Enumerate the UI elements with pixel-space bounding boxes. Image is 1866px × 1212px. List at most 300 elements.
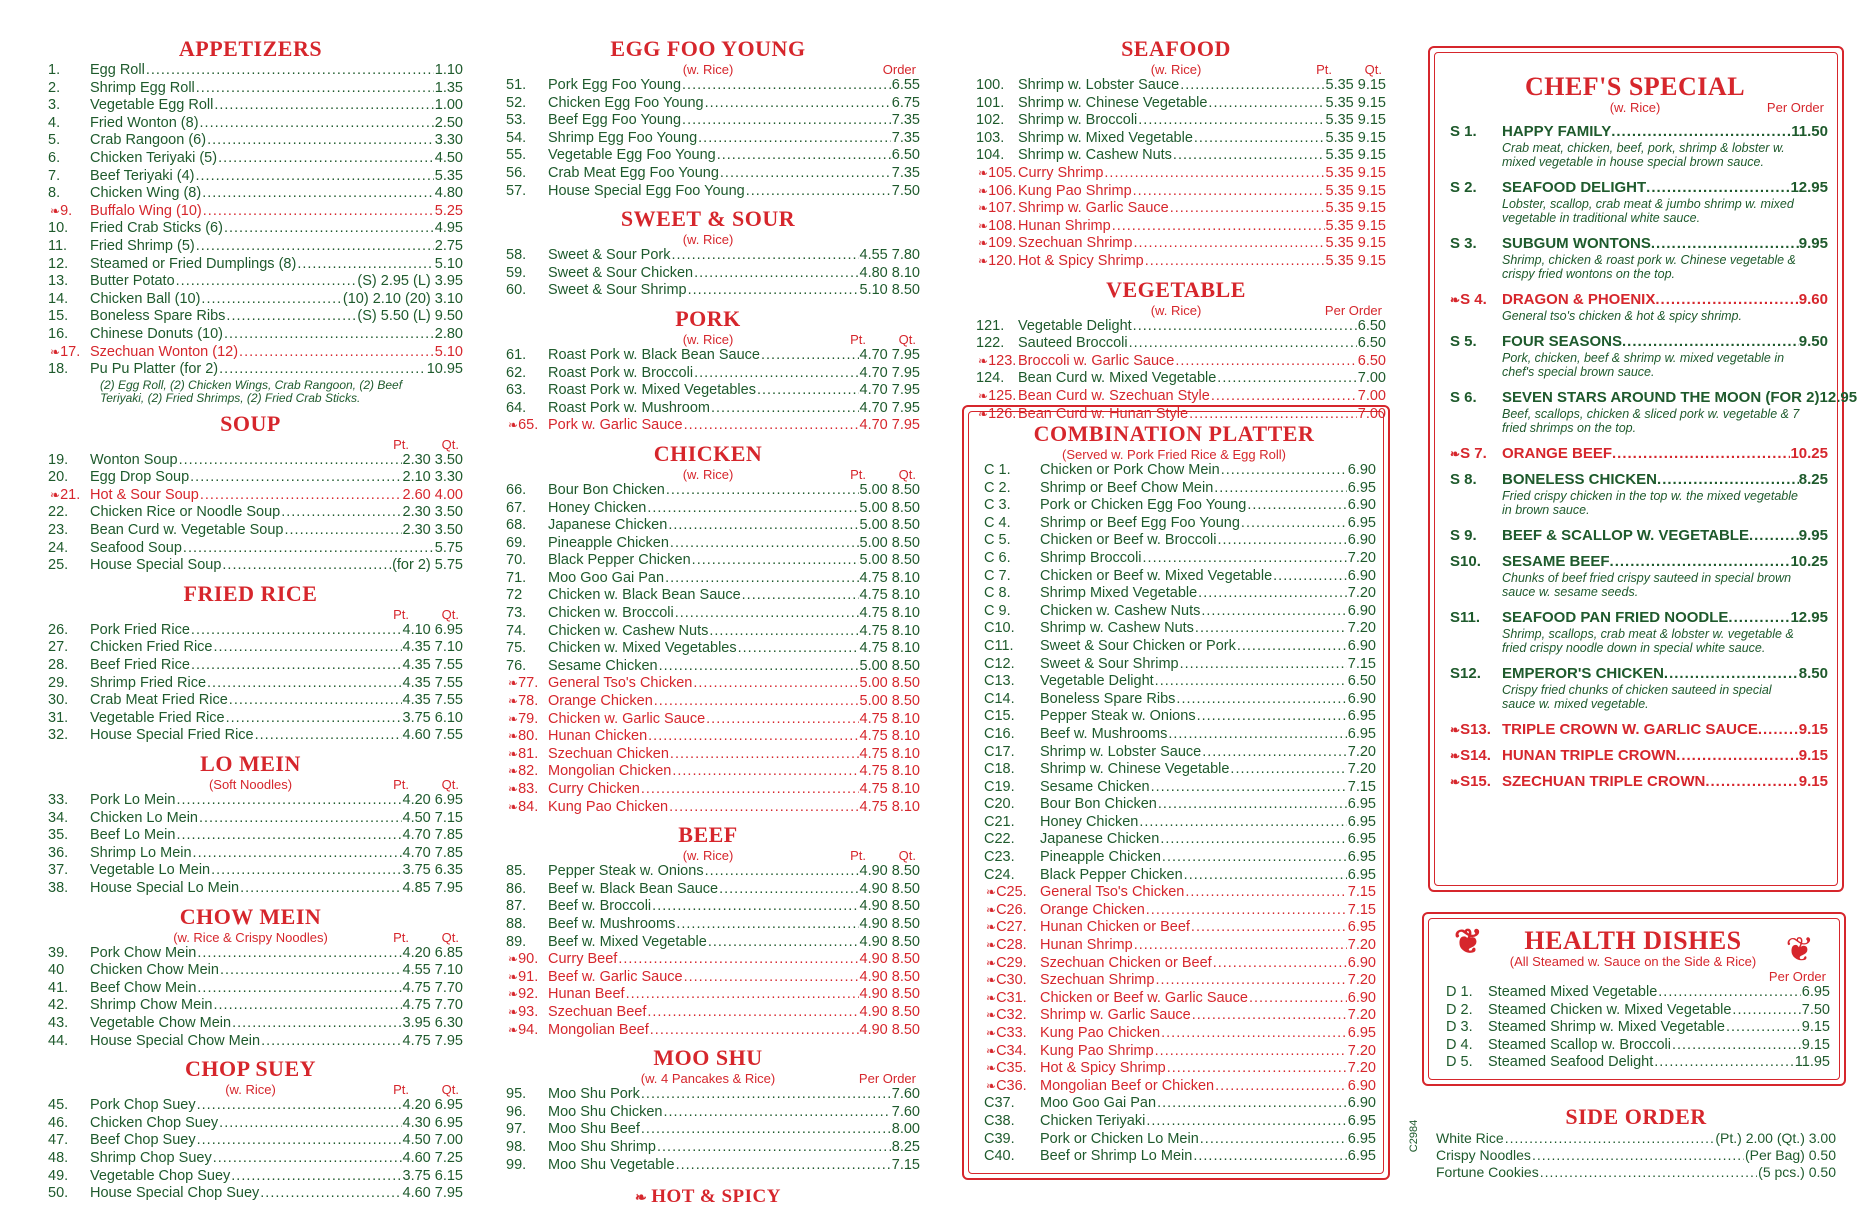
item-name: Bean Curd w. Hunan Style bbox=[1018, 405, 1189, 422]
item-price: 6.50 bbox=[1347, 673, 1376, 690]
item-price: 7.35 bbox=[891, 164, 920, 181]
leader-dots bbox=[219, 361, 426, 379]
menu-item bbox=[496, 482, 920, 500]
menu-item bbox=[38, 557, 463, 575]
leader-dots bbox=[1160, 831, 1346, 849]
item-name: Moo Shu Shrimp bbox=[548, 1138, 656, 1155]
item-name: Mongolian Beef bbox=[548, 1021, 649, 1038]
item-name: General Tso's Chicken bbox=[548, 675, 693, 692]
item-price: 4.60 7.25 bbox=[402, 1149, 463, 1166]
menu-item bbox=[496, 570, 920, 588]
special-description: Shrimp, chicken & roast pork w. Chinese vegetable & crispy fried wontons on the top. bbox=[1502, 253, 1796, 281]
item-name: Moo Goo Gai Pan bbox=[548, 569, 665, 586]
item-price: 6.95 bbox=[1347, 725, 1376, 742]
leader-dots bbox=[1676, 747, 1799, 765]
menu-item bbox=[496, 916, 920, 934]
leader-dots bbox=[1155, 1043, 1347, 1061]
item-name: Crab Meat Egg Foo Young bbox=[548, 164, 719, 181]
item-number: C22. bbox=[984, 831, 1015, 848]
item-number: 76. bbox=[506, 657, 527, 674]
item-price: 7.20 bbox=[1347, 1060, 1376, 1077]
special-item bbox=[1442, 123, 1828, 141]
item-name: Curry Shrimp bbox=[1018, 164, 1104, 181]
item-price: 7.20 bbox=[1347, 1007, 1376, 1024]
sweet-sour-list bbox=[496, 247, 920, 300]
item-name: Kung Pao Chicken bbox=[1040, 1025, 1161, 1041]
menu-item bbox=[966, 218, 1386, 236]
leader-dots bbox=[146, 62, 434, 80]
leader-dots bbox=[190, 469, 401, 487]
item-number: C24. bbox=[984, 866, 1015, 883]
special-number: S 3. bbox=[1450, 235, 1477, 252]
item-number: 53. bbox=[506, 112, 527, 129]
item-name: Chicken Teriyaki (5) bbox=[90, 149, 218, 166]
leader-dots bbox=[1610, 553, 1791, 571]
item-price: 4.50 7.00 bbox=[402, 1132, 463, 1149]
item-name: Pork w. Garlic Sauce bbox=[548, 417, 683, 434]
item-name: Szechuan Chicken or Beef bbox=[1040, 954, 1212, 971]
leader-dots bbox=[761, 347, 859, 365]
item-name: Chicken Ball (10) bbox=[90, 290, 201, 307]
item-number: 2. bbox=[48, 79, 61, 96]
item-number: 44. bbox=[48, 1032, 69, 1049]
item-number: 18. bbox=[48, 361, 69, 378]
item-name: Shrimp w. Garlic Sauce bbox=[1040, 1007, 1191, 1024]
leader-dots bbox=[669, 799, 858, 817]
item-price: 3.30 bbox=[434, 132, 463, 149]
leader-dots bbox=[1162, 849, 1347, 867]
leader-dots bbox=[676, 916, 858, 934]
item-price: 7.50 bbox=[1801, 1001, 1830, 1018]
menu-item bbox=[38, 115, 463, 133]
menu-item bbox=[38, 827, 463, 845]
leader-dots bbox=[1129, 335, 1357, 353]
menu-item bbox=[966, 183, 1386, 201]
special-item bbox=[1442, 333, 1828, 351]
menu-item bbox=[38, 1132, 463, 1150]
leader-dots bbox=[706, 711, 858, 729]
item-name: Shrimp Egg Roll bbox=[90, 79, 195, 96]
item-name: Sweet & Sour Shrimp bbox=[1040, 655, 1179, 672]
menu-item bbox=[496, 640, 920, 658]
item-name: Sweet & Sour Pork bbox=[548, 247, 671, 264]
item-price: 5.35 9.15 bbox=[1325, 200, 1386, 217]
leader-dots bbox=[682, 77, 891, 95]
item-number: 58. bbox=[506, 247, 527, 264]
menu-item bbox=[38, 80, 463, 98]
item-price: (S) 5.50 (L) 9.50 bbox=[357, 308, 463, 325]
item-number: ❧C27. bbox=[986, 919, 1027, 936]
leader-dots bbox=[1180, 77, 1324, 95]
item-name: House Special Lo Mein bbox=[90, 879, 240, 896]
leader-dots bbox=[224, 326, 434, 344]
item-name: Shrimp Fried Rice bbox=[90, 674, 207, 691]
item-price: 5.35 bbox=[434, 167, 463, 184]
menu-item bbox=[966, 253, 1386, 271]
leader-dots bbox=[1726, 1019, 1801, 1037]
item-price: 5.35 9.15 bbox=[1325, 164, 1386, 181]
item-name: Roast Pork w. Mixed Vegetables bbox=[548, 382, 756, 399]
leader-dots bbox=[684, 417, 859, 435]
menu-item bbox=[38, 1168, 463, 1186]
menu-item bbox=[38, 997, 463, 1015]
item-price: 4.80 bbox=[434, 185, 463, 202]
item-number: 10. bbox=[48, 220, 69, 237]
leader-dots bbox=[231, 1168, 401, 1186]
special-item bbox=[1442, 235, 1828, 253]
item-number: 60. bbox=[506, 282, 527, 299]
leader-dots bbox=[675, 605, 859, 623]
item-number: 27. bbox=[48, 639, 69, 656]
chefs-special-title: CHEF'S SPECIAL bbox=[1524, 72, 1746, 101]
item-name: Vegetable Chow Mein bbox=[90, 1014, 232, 1031]
menu-item bbox=[972, 691, 1376, 709]
chop-suey-title: CHOP SUEY bbox=[184, 1056, 317, 1082]
item-price: 11.95 bbox=[1794, 1054, 1830, 1071]
item-number: 7. bbox=[48, 167, 61, 184]
menu-item bbox=[496, 1086, 920, 1104]
leader-dots bbox=[1104, 165, 1324, 183]
item-name: Shrimp or Beef Egg Foo Young bbox=[1040, 514, 1240, 531]
menu-item bbox=[38, 361, 463, 379]
leader-dots bbox=[1247, 497, 1346, 515]
item-price: 7.15 bbox=[1347, 884, 1376, 901]
menu-item bbox=[38, 522, 463, 540]
item-number: 41. bbox=[48, 979, 69, 996]
item-price: 6.95 bbox=[1801, 984, 1830, 1000]
item-price: 5.00 8.50 bbox=[859, 534, 920, 551]
chow-mein-list bbox=[38, 945, 463, 1051]
item-number: ❧21. bbox=[50, 486, 81, 503]
item-number: 15. bbox=[48, 308, 69, 325]
menu-item bbox=[966, 235, 1386, 253]
leader-dots bbox=[1241, 515, 1347, 533]
item-price: 7.15 bbox=[1347, 655, 1376, 672]
item-number: 99. bbox=[506, 1156, 527, 1173]
menu-item bbox=[1436, 1037, 1830, 1055]
leader-dots bbox=[711, 400, 859, 418]
menu-item bbox=[38, 220, 463, 238]
chop-suey-list bbox=[38, 1097, 463, 1203]
menu-item bbox=[966, 130, 1386, 148]
chili-pepper-icon: ❧ bbox=[986, 1008, 997, 1023]
item-name: Pork Chop Suey bbox=[90, 1097, 196, 1114]
leader-dots bbox=[176, 827, 401, 845]
item-name: Egg Roll bbox=[90, 62, 145, 78]
item-number: C13. bbox=[984, 673, 1015, 690]
menu-item bbox=[496, 658, 920, 676]
menu-item bbox=[972, 1131, 1376, 1149]
item-name: Shrimp w. Broccoli bbox=[1018, 112, 1138, 129]
item-name: Mongolian Beef or Chicken bbox=[1040, 1077, 1215, 1094]
item-name: Chicken or Beef w. Mixed Vegetable bbox=[1040, 567, 1273, 584]
menu-item bbox=[38, 308, 463, 326]
item-price: 4.90 8.50 bbox=[859, 915, 920, 932]
item-number: C 7. bbox=[984, 567, 1011, 584]
item-price: 6.95 bbox=[1347, 919, 1376, 936]
item-price: 7.60 bbox=[891, 1086, 920, 1103]
menu-item bbox=[38, 862, 463, 880]
special-number: ❧S 7. bbox=[1450, 445, 1487, 462]
special-price: 12.95 bbox=[1819, 389, 1858, 406]
item-price: 4.90 8.50 bbox=[859, 933, 920, 950]
special-item bbox=[1442, 721, 1828, 739]
item-name: Beef Lo Mein bbox=[90, 827, 176, 844]
chili-pepper-icon: ❧ bbox=[986, 955, 997, 970]
leader-dots bbox=[676, 1157, 891, 1175]
item-number: 48. bbox=[48, 1149, 69, 1166]
item-price: 6.90 bbox=[1347, 567, 1376, 584]
item-number: C37. bbox=[984, 1095, 1015, 1112]
item-number: 104. bbox=[976, 147, 1005, 164]
menu-item bbox=[496, 898, 920, 916]
menu-item bbox=[38, 344, 463, 362]
item-price: 4.20 6.95 bbox=[402, 792, 463, 808]
menu-item bbox=[38, 980, 463, 998]
item-name: Crab Meat Fried Rice bbox=[90, 692, 228, 709]
special-name: SEAFOOD DELIGHT bbox=[1502, 179, 1647, 196]
item-name: Shrimp w. Garlic Sauce bbox=[1018, 200, 1169, 217]
item-price: 7.20 bbox=[1347, 761, 1376, 778]
item-price: 4.70 7.95 bbox=[859, 346, 920, 363]
leader-dots bbox=[1214, 480, 1347, 498]
item-name: Boneless Spare Ribs bbox=[1040, 690, 1176, 707]
item-price: 7.35 bbox=[891, 112, 920, 129]
item-number: ❧107. bbox=[978, 200, 1017, 217]
item-number: C 9. bbox=[984, 602, 1011, 619]
menu-item bbox=[496, 500, 920, 518]
item-number: 49. bbox=[48, 1167, 69, 1184]
leader-dots bbox=[647, 1004, 858, 1022]
item-number: D 2. bbox=[1446, 1001, 1473, 1018]
leader-dots bbox=[1728, 609, 1790, 627]
special-price: 12.95 bbox=[1790, 179, 1828, 196]
leader-dots bbox=[672, 247, 859, 265]
special-number: S 5. bbox=[1450, 333, 1477, 350]
item-name: Roast Pork w. Broccoli bbox=[548, 364, 694, 381]
health-dishes-title: ❦ HEALTH DISHES bbox=[1454, 924, 1742, 961]
leader-dots bbox=[719, 881, 858, 899]
item-price: 6.90 bbox=[1347, 602, 1376, 619]
item-price: 4.75 7.70 bbox=[402, 979, 463, 996]
item-price: 4.50 bbox=[434, 149, 463, 166]
item-price: 4.90 8.50 bbox=[859, 986, 920, 1003]
item-number: 33. bbox=[48, 792, 69, 808]
item-number: D 3. bbox=[1446, 1019, 1473, 1036]
leader-dots bbox=[746, 183, 891, 201]
item-price: 6.95 bbox=[1347, 1148, 1376, 1165]
chili-pepper-icon: ❧ bbox=[978, 236, 989, 251]
item-price: 4.20 6.95 bbox=[402, 1097, 463, 1114]
menu-item bbox=[38, 1015, 463, 1033]
leader-dots bbox=[1198, 585, 1347, 603]
item-price: 5.00 8.50 bbox=[859, 552, 920, 569]
item-name: Shrimp w. Lobster Sauce bbox=[1018, 77, 1180, 93]
item-name: Chicken w. Black Bean Sauce bbox=[548, 587, 741, 604]
special-item bbox=[1442, 553, 1828, 571]
menu-item bbox=[38, 1185, 463, 1203]
special-number: S 9. bbox=[1450, 527, 1477, 544]
leader-dots bbox=[191, 657, 402, 675]
item-number: ❧C26. bbox=[986, 901, 1027, 918]
item-number: ❧93. bbox=[508, 1003, 539, 1020]
leader-dots bbox=[626, 986, 859, 1004]
menu-item bbox=[38, 97, 463, 115]
item-name: Moo Shu Pork bbox=[548, 1086, 640, 1103]
pork-title: PORK bbox=[675, 305, 741, 331]
item-name: Pork Lo Mein bbox=[90, 792, 176, 808]
chili-pepper-icon: ❧ bbox=[986, 1078, 997, 1093]
pu-pu-note: (2) Egg Roll, (2) Chicken Wings, Crab Rangoon, (2) Beef Teriyaki, (2) Fried Shrimps, (2) Fried Crab Sticks. bbox=[100, 377, 403, 405]
item-name: Chicken or Beef w. Garlic Sauce bbox=[1040, 989, 1248, 1006]
item-number: ❧123. bbox=[978, 352, 1017, 369]
item-name: Chicken Wing (8) bbox=[90, 185, 202, 202]
leader-dots bbox=[179, 452, 402, 470]
item-number: 95. bbox=[506, 1086, 527, 1103]
menu-item bbox=[972, 1148, 1376, 1166]
item-number: 96. bbox=[506, 1103, 527, 1120]
leader-dots bbox=[213, 1150, 402, 1168]
leader-dots bbox=[218, 150, 434, 168]
item-price: 5.00 8.50 bbox=[859, 481, 920, 498]
menu-item bbox=[38, 540, 463, 558]
special-number: S 2. bbox=[1450, 179, 1477, 196]
leader-dots bbox=[197, 980, 401, 998]
item-name: Moo Goo Gai Pan bbox=[1040, 1095, 1157, 1112]
item-price: 4.90 8.50 bbox=[859, 880, 920, 897]
item-name: Shrimp Chop Suey bbox=[90, 1149, 212, 1166]
leader-dots bbox=[682, 112, 891, 130]
item-number: ❧17. bbox=[50, 343, 81, 360]
chili-pepper-icon: ❧ bbox=[986, 973, 997, 988]
item-number: ❧94. bbox=[508, 1021, 539, 1038]
special-number: ❧S14. bbox=[1450, 747, 1491, 764]
leader-dots bbox=[650, 1022, 859, 1040]
item-price: 6.90 bbox=[1347, 690, 1376, 707]
leader-dots bbox=[232, 1015, 401, 1033]
menu-item bbox=[972, 550, 1376, 568]
special-name: SESAME BEEF bbox=[1502, 553, 1610, 570]
special-name: BEEF & SCALLOP W. VEGETABLE bbox=[1502, 527, 1749, 544]
item-number: 8. bbox=[48, 185, 61, 202]
item-price: 5.00 8.50 bbox=[859, 675, 920, 692]
item-price: 4.90 8.50 bbox=[859, 951, 920, 968]
item-price: 5.35 9.15 bbox=[1325, 77, 1386, 93]
item-price: 4.70 7.85 bbox=[402, 844, 463, 861]
item-number: 72 bbox=[506, 587, 523, 604]
item-price: 5.35 9.15 bbox=[1325, 182, 1386, 199]
item-number: C 6. bbox=[984, 549, 1011, 566]
item-price: 7.50 bbox=[891, 182, 920, 199]
menu-item bbox=[38, 810, 463, 828]
item-number: C20. bbox=[984, 796, 1015, 813]
item-price: 4.75 8.10 bbox=[859, 798, 920, 815]
menu-item bbox=[496, 417, 920, 435]
menu-item bbox=[972, 1078, 1376, 1096]
item-name: Chicken w. Garlic Sauce bbox=[548, 710, 706, 727]
item-name: Buffalo Wing (10) bbox=[90, 202, 202, 219]
side-order-section bbox=[1436, 1104, 1836, 1181]
item-number: 35. bbox=[48, 827, 69, 844]
item-number: ❧C33. bbox=[986, 1025, 1027, 1041]
item-price: 5.35 9.15 bbox=[1325, 147, 1386, 164]
item-price: 4.95 bbox=[434, 220, 463, 237]
leader-dots bbox=[1749, 527, 1799, 545]
leader-dots bbox=[1157, 1095, 1347, 1113]
item-number: ❧C29. bbox=[986, 954, 1027, 971]
special-price: 8.50 bbox=[1798, 665, 1828, 682]
item-number: ❧90. bbox=[508, 951, 539, 968]
leader-dots bbox=[757, 382, 859, 400]
item-number: ❧9. bbox=[50, 202, 73, 219]
item-name: Chicken Egg Foo Young bbox=[548, 94, 704, 111]
leader-dots bbox=[1138, 112, 1324, 130]
item-name: Orange Chicken bbox=[548, 693, 653, 710]
menu-item bbox=[496, 728, 920, 746]
item-number: C39. bbox=[984, 1130, 1015, 1147]
item-name: Shrimp w. Cashew Nuts bbox=[1018, 147, 1172, 164]
leader-dots bbox=[284, 522, 401, 540]
menu-item bbox=[966, 353, 1386, 371]
item-number: ❧105. bbox=[978, 164, 1017, 181]
menu-item bbox=[496, 863, 920, 881]
item-number: 51. bbox=[506, 77, 527, 93]
item-number: 87. bbox=[506, 898, 527, 915]
bird-icon: ❦ bbox=[1454, 924, 1483, 961]
menu-item bbox=[972, 1007, 1376, 1025]
item-name: Beef w. Mixed Vegetable bbox=[548, 933, 707, 950]
item-name: Vegetable Lo Mein bbox=[90, 862, 211, 879]
leader-dots bbox=[1161, 1025, 1347, 1043]
item-name: Shrimp w. Chinese Vegetable bbox=[1040, 761, 1230, 778]
item-price: 2.50 bbox=[434, 114, 463, 131]
item-name: Beef Egg Foo Young bbox=[548, 112, 682, 129]
item-price: 4.50 7.15 bbox=[402, 809, 463, 826]
menu-item bbox=[496, 165, 920, 183]
item-price: 6.50 bbox=[1357, 352, 1386, 369]
item-name: Steamed Chicken w. Mixed Vegetable bbox=[1488, 1001, 1732, 1018]
item-number: 46. bbox=[48, 1114, 69, 1131]
item-price: 6.90 bbox=[1347, 497, 1376, 514]
item-price: 4.75 8.10 bbox=[859, 622, 920, 639]
special-name: SUBGUM WONTONS bbox=[1502, 235, 1651, 252]
item-number: 98. bbox=[506, 1138, 527, 1155]
item-name: Honey Chicken bbox=[548, 499, 647, 516]
item-name: Japanese Chicken bbox=[1040, 831, 1160, 848]
item-price: 6.90 bbox=[1347, 637, 1376, 654]
menu-item bbox=[966, 388, 1386, 406]
item-number: C11. bbox=[984, 637, 1014, 654]
leader-dots bbox=[197, 1097, 402, 1115]
leader-dots bbox=[219, 1115, 401, 1133]
chili-pepper-icon: ❧ bbox=[986, 920, 997, 935]
leader-dots bbox=[648, 728, 858, 746]
item-price: 5.35 9.15 bbox=[1325, 217, 1386, 234]
item-name: Sesame Chicken bbox=[548, 657, 658, 674]
item-number: 22. bbox=[48, 504, 69, 521]
leader-dots bbox=[226, 710, 402, 728]
item-number: 88. bbox=[506, 915, 527, 932]
leader-dots bbox=[197, 945, 401, 963]
menu-item bbox=[38, 1150, 463, 1168]
sweet-sour-title: SWEET & SOUR bbox=[620, 206, 796, 232]
menu-item bbox=[38, 256, 463, 274]
leader-dots bbox=[1155, 972, 1346, 990]
chili-pepper-icon: ❧ bbox=[1450, 447, 1461, 461]
item-price: (for 2) 5.75 bbox=[392, 557, 463, 574]
item-number: 37. bbox=[48, 862, 69, 879]
leader-dots bbox=[1654, 1054, 1794, 1072]
